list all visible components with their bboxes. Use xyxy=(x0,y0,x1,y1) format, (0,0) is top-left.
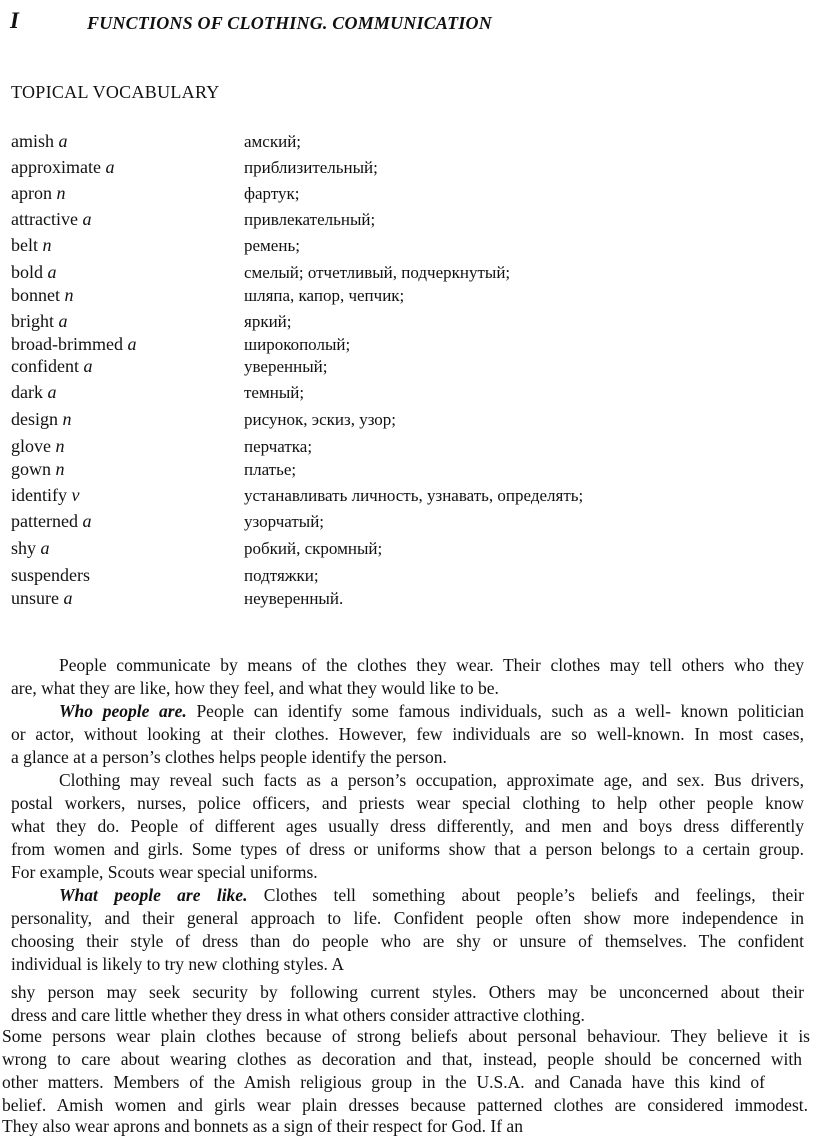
vocab-term: apron n xyxy=(11,183,66,203)
vocab-translation: устанавливать личность, узнавать, определять; xyxy=(244,486,584,505)
vocab-translation: робкий, скромный; xyxy=(244,539,383,558)
text-line: personality, and their general approach to life. Confident people often show more independence in xyxy=(11,908,804,928)
vocab-term: patterned a xyxy=(11,511,92,531)
vocab-term: identify v xyxy=(11,485,80,505)
vocab-translation: неуверенный. xyxy=(244,589,344,608)
vocab-translation: уверенный; xyxy=(244,357,328,376)
chapter-number: I xyxy=(10,8,19,33)
text-line: individual is likely to try new clothing styles. A xyxy=(11,954,344,974)
vocab-translation: амский; xyxy=(244,132,302,151)
text-line: What people are like. Clothes tell something about people’s beliefs and feelings, their xyxy=(59,885,804,905)
vocab-term: bonnet n xyxy=(11,285,74,305)
vocab-translation: темный; xyxy=(244,383,305,402)
vocab-translation: рисунок, эскиз, узор; xyxy=(244,410,397,429)
text-line: other matters. Members of the Amish religious group in the U.S.A. and Canada have this kind of xyxy=(2,1072,765,1092)
vocab-term: belt n xyxy=(11,235,52,255)
vocab-term: unsure a xyxy=(11,588,73,608)
text-line: Clothing may reveal such facts as a person’s occupation, approximate age, and sex. Bus drivers, xyxy=(59,770,804,790)
section-lead: What people are like. xyxy=(59,885,248,905)
vocab-translation: яркий; xyxy=(244,312,292,331)
text-line: what they do. People of different ages usually dress differently, and men and boys dress differently xyxy=(11,816,804,836)
text-line: from women and girls. Some types of dress or uniforms show that a person belongs to a certain group. xyxy=(11,839,804,859)
chapter-title: FUNCTIONS OF CLOTHING. COMMUNICATION xyxy=(87,13,492,33)
vocab-term: attractive a xyxy=(11,209,92,229)
vocab-term: design n xyxy=(11,409,72,429)
vocab-translation: приблизительный; xyxy=(244,158,378,177)
vocabulary-heading: TOPICAL VOCABULARY xyxy=(11,82,220,102)
text-line: Who people are. People can identify some famous individuals, such as a well- known politician xyxy=(59,701,804,721)
text-line: a glance at a person’s clothes helps people identify the person. xyxy=(11,747,447,767)
vocab-term: dark a xyxy=(11,382,57,402)
text-line: For example, Scouts wear special uniforms. xyxy=(11,862,318,882)
vocab-term: approximate a xyxy=(11,157,115,177)
vocab-term: broad-brimmed a xyxy=(11,334,137,354)
text-line: They also wear aprons and bonnets as a sign of their respect for God. If an xyxy=(2,1116,523,1136)
vocab-term: confident a xyxy=(11,356,93,376)
vocab-term: shy a xyxy=(11,538,50,558)
vocab-term: bright a xyxy=(11,311,68,331)
vocab-translation: фартук; xyxy=(244,184,300,203)
text-line: shy person may seek security by following current styles. Others may be unconcerned about their xyxy=(11,982,804,1002)
text-line: Some persons wear plain clothes because of strong beliefs about personal behaviour. They believe it is xyxy=(2,1026,810,1046)
text-line: People communicate by means of the clothes they wear. Their clothes may tell others who they xyxy=(59,655,804,675)
text-line: choosing their style of dress than do people who are shy or unsure of themselves. The confident xyxy=(11,931,804,951)
text-line: or actor, without looking at their clothes. However, few individuals are so well-known. In most cases, xyxy=(11,724,804,744)
text-line: postal workers, nurses, police officers, and priests wear special clothing to help other people know xyxy=(11,793,804,813)
vocab-translation: ремень; xyxy=(244,236,300,255)
vocab-term: gown n xyxy=(11,459,65,479)
vocab-translation: узорчатый; xyxy=(244,512,325,531)
vocab-translation: шляпа, капор, чепчик; xyxy=(244,286,405,305)
text-line: dress and care little whether they dress in what others consider attractive clothing. xyxy=(11,1005,585,1025)
text-line: are, what they are like, how they feel, and what they would like to be. xyxy=(11,678,499,698)
text-line: belief. Amish women and girls wear plain dresses because patterned clothes are considered immodest. xyxy=(2,1095,808,1115)
vocab-translation: привлекательный; xyxy=(244,210,376,229)
vocab-translation: смелый; отчетливый, подчеркнутый; xyxy=(244,263,511,282)
section-lead: Who people are. xyxy=(59,701,187,721)
vocab-translation: подтяжки; xyxy=(244,566,319,585)
text-line: wrong to care about wearing clothes as decoration and that, instead, people should be concerned with xyxy=(2,1049,802,1069)
vocab-translation: широкополый; xyxy=(244,335,351,354)
vocab-translation: перчатка; xyxy=(244,437,313,456)
vocab-translation: платье; xyxy=(244,460,297,479)
vocab-term: amish a xyxy=(11,131,68,151)
vocab-term: glove n xyxy=(11,436,65,456)
vocab-term: suspenders xyxy=(11,565,90,585)
vocab-term: bold a xyxy=(11,262,57,282)
